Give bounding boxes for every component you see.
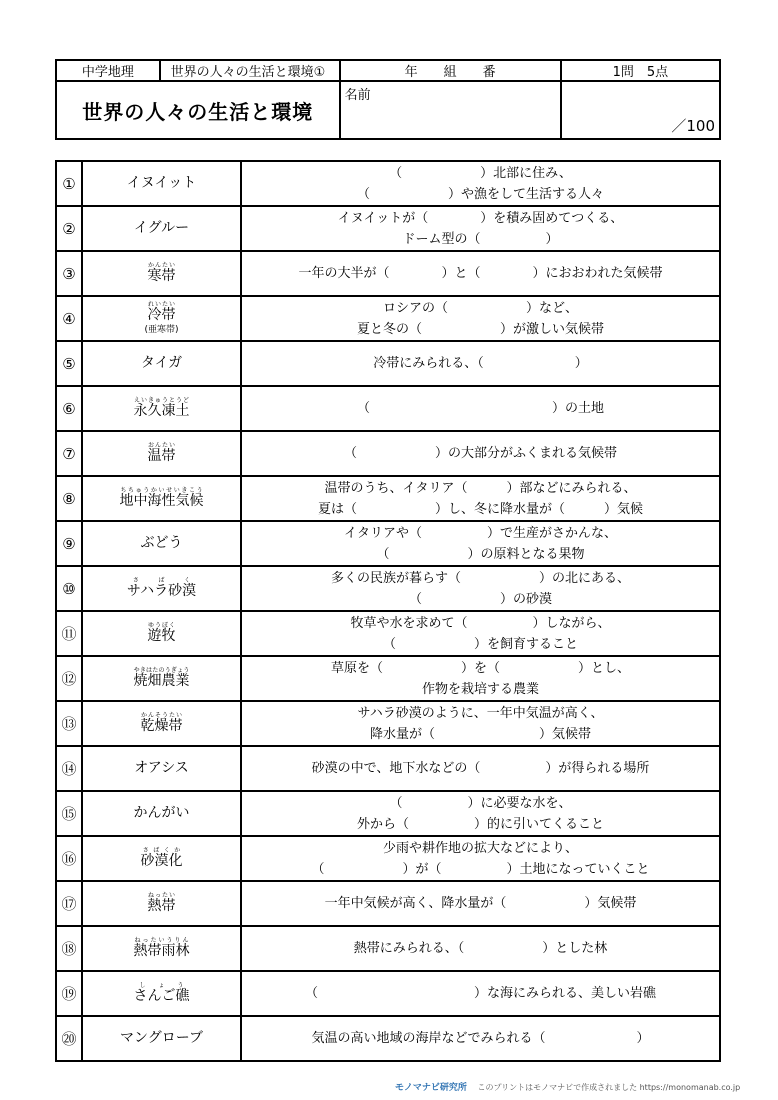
question-row	[56, 881, 720, 926]
term-text: イグルー	[133, 220, 190, 236]
question-number: ③	[56, 251, 82, 296]
question-number: ⑤	[56, 341, 82, 386]
question-row	[56, 1016, 720, 1061]
question-number: ④	[56, 296, 82, 341]
question-number: ①	[56, 161, 82, 206]
term-reading: おんたい	[147, 442, 176, 449]
question-row	[56, 746, 720, 791]
question-description[interactable]: 温帯のうち、イタリア（ ）部などにみられる、 夏は（ ）し、冬に降水量が（ ）気候	[241, 476, 720, 521]
term-text: オアシス	[134, 760, 189, 776]
term-reading: やきはたのうぎょう	[133, 667, 190, 674]
term-text: ぶどう	[140, 535, 183, 551]
term-text: マングローブ	[119, 1030, 204, 1046]
question-table	[55, 160, 721, 1062]
term-reading: かんそうたい	[140, 712, 183, 719]
term-base: 冷帯	[147, 307, 176, 323]
term-text	[147, 301, 176, 323]
question-term	[82, 521, 241, 566]
question-term	[82, 611, 241, 656]
question-number: ⑬	[56, 701, 82, 746]
name-field[interactable]	[340, 81, 561, 139]
question-number: ⑭	[56, 746, 82, 791]
question-description[interactable]: 冷帯にみられる、（ ）	[241, 341, 720, 386]
term-base: 永久凍土	[133, 403, 190, 419]
question-description[interactable]: イタリアや（ ）で生産がさかんな、 （ ）の原料となる果物	[241, 521, 720, 566]
question-description[interactable]: （ ）北部に住み、 （ ）や漁をして生活する人々	[241, 161, 720, 206]
term-text	[147, 892, 176, 914]
question-number: ⑨	[56, 521, 82, 566]
term-reading: さばく	[126, 577, 197, 584]
question-row	[56, 791, 720, 836]
class-fields: 年 組 番	[340, 60, 561, 81]
question-term	[82, 1016, 241, 1061]
term-text	[147, 442, 176, 464]
question-row	[56, 251, 720, 296]
question-number: ⑯	[56, 836, 82, 881]
question-description[interactable]: 熱帯にみられる、（ ）とした林	[241, 926, 720, 971]
term-reading: れいたい	[147, 301, 176, 308]
term-text: イヌイット	[126, 175, 197, 191]
question-description[interactable]: イヌイットが（ ）を積み固めてつくる、 ドーム型の（ ）	[241, 206, 720, 251]
question-row	[56, 161, 720, 206]
question-term	[82, 251, 241, 296]
question-description[interactable]: 草原を（ ）を（ ）とし、 作物を栽培する農業	[241, 656, 720, 701]
question-description[interactable]: 多くの民族が暮らす（ ）の北にある、 （ ）の砂漠	[241, 566, 720, 611]
term-base: 焼畑農業	[133, 673, 190, 689]
question-description[interactable]: 一年の大半が（ ）と（ ）におおわれた気候帯	[241, 251, 720, 296]
question-number: ⑱	[56, 926, 82, 971]
question-number: ⑧	[56, 476, 82, 521]
term-text	[147, 262, 176, 284]
question-description[interactable]: 牧草や水を求めて（ ）しながら、 （ ）を飼育すること	[241, 611, 720, 656]
question-row	[56, 971, 720, 1016]
term-reading: えいきゅうとうど	[133, 397, 190, 404]
page-title: 世界の人々の生活と環境	[56, 81, 340, 139]
term-base: サハラ砂漠	[126, 583, 197, 599]
question-number: ⑪	[56, 611, 82, 656]
term-reading: ねったい	[147, 892, 176, 899]
question-term	[82, 206, 241, 251]
question-term	[82, 836, 241, 881]
question-row	[56, 386, 720, 431]
question-description[interactable]: 一年中気候が高く、降水量が（ ）気候帯	[241, 881, 720, 926]
term-note: (亜寒帯)	[144, 325, 179, 335]
question-description[interactable]: （ ）に必要な水を、 外から（ ）的に引いてくること	[241, 791, 720, 836]
term-text	[119, 487, 204, 509]
question-description[interactable]: サハラ砂漠のように、一年中気温が高く、 降水量が（ ）気候帯	[241, 701, 720, 746]
term-text: かんがい	[133, 805, 190, 821]
term-reading: しょう	[133, 982, 190, 989]
term-base: さんご礁	[133, 988, 190, 1004]
unit-label: 世界の人々の生活と環境①	[160, 60, 340, 81]
question-number: ⑫	[56, 656, 82, 701]
question-term	[82, 341, 241, 386]
term-text	[133, 397, 190, 419]
name-label: 名前	[344, 88, 371, 103]
term-reading: さばくか	[140, 847, 183, 854]
question-description[interactable]: （ ）の大部分がふくまれる気候帯	[241, 431, 720, 476]
question-term	[82, 431, 241, 476]
term-base: 熱帯雨林	[133, 943, 190, 959]
question-description[interactable]: （ ）の土地	[241, 386, 720, 431]
score-field: ／100	[561, 81, 720, 139]
subject-label: 中学地理	[56, 60, 160, 81]
question-row	[56, 476, 720, 521]
question-term	[82, 386, 241, 431]
term-base: 遊牧	[147, 628, 176, 644]
question-term	[82, 656, 241, 701]
term-text: タイガ	[140, 355, 183, 371]
question-description[interactable]: 少雨や耕作地の拡大などにより、 （ ）が（ ）土地になっていくこと	[241, 836, 720, 881]
question-row	[56, 521, 720, 566]
question-term	[82, 161, 241, 206]
question-row	[56, 566, 720, 611]
question-term	[82, 746, 241, 791]
question-row	[56, 206, 720, 251]
question-description[interactable]: 砂漠の中で、地下水などの（ ）が得られる場所	[241, 746, 720, 791]
question-number: ⑳	[56, 1016, 82, 1061]
question-term	[82, 296, 241, 341]
question-row	[56, 701, 720, 746]
term-base: 温帯	[147, 448, 176, 464]
question-number: ⑲	[56, 971, 82, 1016]
question-description[interactable]: （ ）な海にみられる、美しい岩礁	[241, 971, 720, 1016]
term-reading: ねったいうりん	[133, 937, 190, 944]
question-number: ②	[56, 206, 82, 251]
question-term	[82, 926, 241, 971]
question-description[interactable]: ロシアの（ ）など、 夏と冬の（ ）が激しい気候帯	[241, 296, 720, 341]
term-reading: ちちゅうかいせいきこう	[119, 487, 204, 494]
question-row	[56, 611, 720, 656]
question-term	[82, 476, 241, 521]
question-row	[56, 836, 720, 881]
header-table	[55, 59, 721, 140]
question-description[interactable]: 気温の高い地域の海岸などでみられる（ ）	[241, 1016, 720, 1061]
term-base: 寒帯	[147, 268, 176, 284]
term-text	[126, 577, 197, 599]
term-reading: かんたい	[147, 262, 176, 269]
footer	[395, 1080, 740, 1093]
question-term	[82, 791, 241, 836]
question-number: ⑰	[56, 881, 82, 926]
term-text	[133, 667, 190, 689]
term-base: 乾燥帯	[140, 718, 183, 734]
term-base: 砂漠化	[140, 853, 183, 869]
term-text	[140, 847, 183, 869]
footer-brand: モノマナビ研究所	[395, 1083, 467, 1093]
question-row	[56, 296, 720, 341]
question-term	[82, 881, 241, 926]
term-base: 地中海性気候	[119, 493, 204, 509]
question-row	[56, 926, 720, 971]
question-row	[56, 431, 720, 476]
term-text	[140, 712, 183, 734]
question-number: ⑮	[56, 791, 82, 836]
term-text	[147, 622, 176, 644]
points-label: 1問 5点	[561, 60, 720, 81]
question-row	[56, 656, 720, 701]
term-text	[133, 937, 190, 959]
question-number: ⑦	[56, 431, 82, 476]
question-number: ⑥	[56, 386, 82, 431]
term-base: 熱帯	[147, 898, 176, 914]
question-row	[56, 341, 720, 386]
question-number: ⑩	[56, 566, 82, 611]
question-term	[82, 971, 241, 1016]
term-text	[133, 982, 190, 1004]
term-reading: ゆうぼく	[147, 622, 176, 629]
question-term	[82, 566, 241, 611]
footer-text: このプリントはモノマナビで作成されました https://monomanab.co.jp	[477, 1083, 741, 1092]
question-term	[82, 701, 241, 746]
